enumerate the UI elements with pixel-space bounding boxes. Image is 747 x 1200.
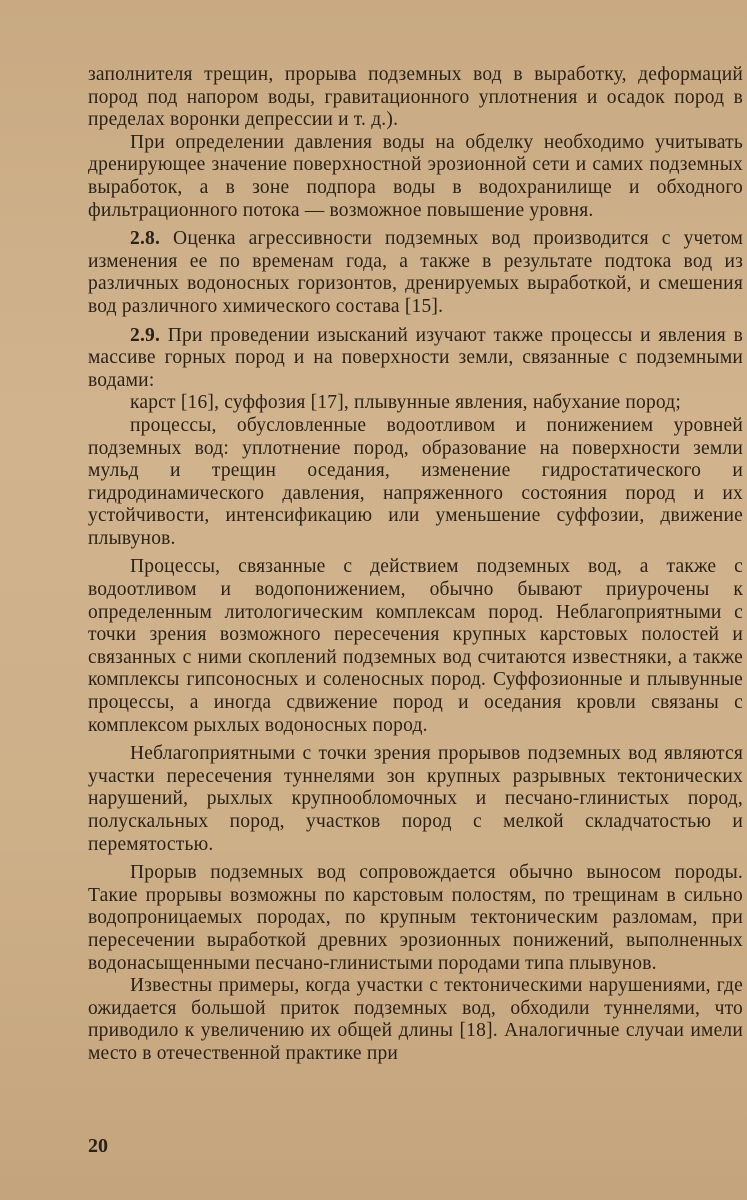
paragraph-9: Прорыв подземных вод сопровождается обычно выносом породы. Такие прорывы возможны по карстовым полостям, по трещинам в сильно водопроницаемых породах, по крупным тектоническим разломам, при пересечении выработкой древних эрозионных понижений, выполненных водонасыщенными песчано-глинистыми породами типа плывунов. <box>88 862 743 974</box>
page-number: 20 <box>88 1135 108 1157</box>
paragraph-2: При определении давления воды на обделку необходимо учитывать дренирующее значение поверхностной эрозионной сети и самих подземных выработок, а в зоне подпора воды в водохранилище и обходного фильтрационного потока — возможное повышение уровня. <box>88 131 743 221</box>
paragraph-4: 2.9. При проведении изысканий изучают также процессы и явления в массиве горных пород и на поверхности земли, связанные с подземными водами: <box>88 324 743 391</box>
paragraph-1: заполнителя трещин, прорыва подземных вод в выработку, деформаций пород под напором воды, гравитационного уплотнения и осадок пород в пределах воронки депрессии и т. д.). <box>88 64 743 131</box>
section-number-2-9: 2.9. <box>130 324 161 346</box>
page-text <box>88 64 743 1066</box>
section-number-2-8: 2.8. <box>130 228 161 250</box>
paragraph-3: 2.8. Оценка агрессивности подземных вод производится с учетом изменения ее по временам года, а также в результате подтока вод из различных водоносных горизонтов, дренируемых выработкой, и смешения вод различного химического состава [15]. <box>88 228 743 317</box>
paragraph-8: Неблагоприятными с точки зрения прорывов подземных вод являются участки пересечения туннелями зон крупных разрывных тектонических нарушений, рыхлых крупнообломочных и песчано-глинистых пород, полускальных пород, участков пород с мелкой складчатостью и перемятостью. <box>88 743 743 855</box>
paragraph-5: карст [16], суффозия [17], плывунные явления, набухание пород; <box>130 392 682 414</box>
paragraph-10: Известны примеры, когда участки с тектоническими нарушениями, где ожидается большой приток подземных вод, обходили туннелями, что приводило к увеличению их общей длины [18]. Аналогичные случаи имели место в отечественной практике при <box>88 975 743 1064</box>
paragraph-7: Процессы, связанные с действием подземных вод, а также с водоотливом и водопонижением, обычно бывают приурочены к определенным литологическим комплексам пород. Неблагоприятными с точки зрения возможного пересечения крупных карстовых полостей и связанных с ними скоплений подземных вод считаются известняки, а также комплексы гипсоносных и соленосных пород. Суффозионные и плывунные процессы, а иногда сдвижение пород и оседания кровли связаны с комплексом рыхлых водоносных пород. <box>88 556 743 736</box>
paragraph-6: процессы, обусловленные водоотливом и понижением уровней подземных вод: уплотнение пород, образование на поверхности земли мульд и трещин оседания, изменение гидростатического и гидродинамического давления, напряженного состояния пород и их устойчивости, интенсификацию или уменьшение суффозии, движение плывунов. <box>88 414 743 549</box>
